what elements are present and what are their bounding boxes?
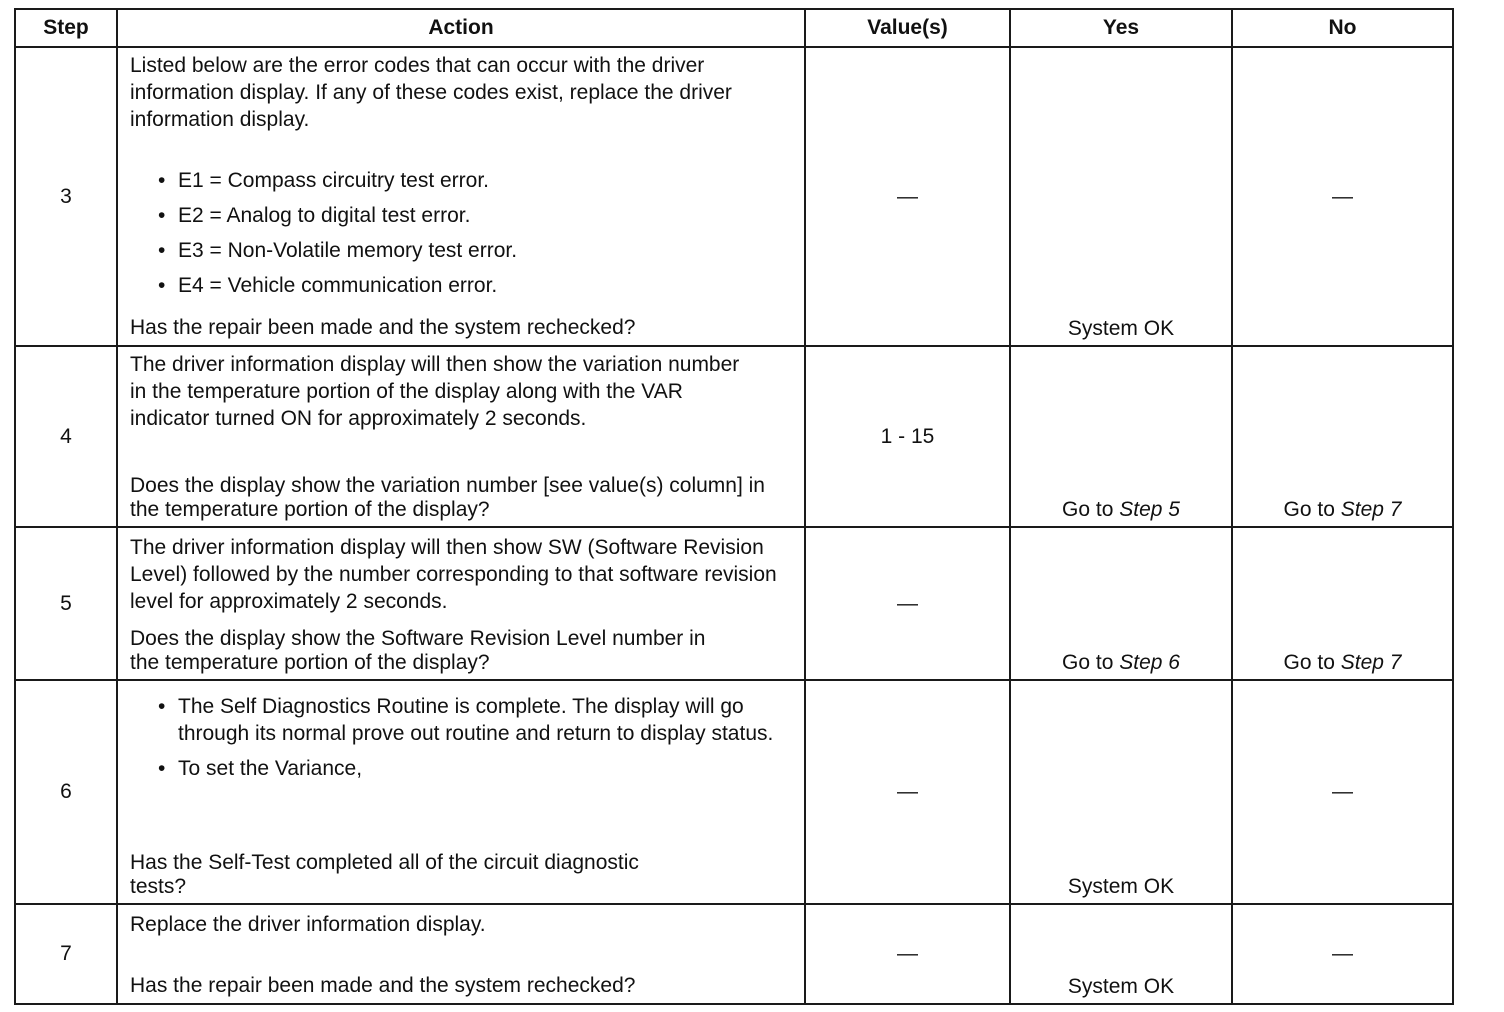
step-link[interactable]: Step 7: [1340, 498, 1402, 521]
yes-cell: [1010, 346, 1232, 527]
go-to-label: Go to: [1062, 498, 1114, 521]
step-number: 3: [15, 47, 117, 346]
go-to-label: Go to: [1283, 651, 1335, 674]
header-action: Action: [117, 9, 805, 47]
yes-result: [1011, 498, 1231, 522]
table-row-step-5: [15, 527, 1453, 680]
no-result: [1233, 651, 1452, 675]
table-row-step-4: [15, 346, 1453, 527]
step-number: 5: [15, 527, 117, 680]
value-cell: —: [805, 904, 1010, 1004]
yes-result: System OK: [1067, 975, 1175, 998]
table-row-step-7: [15, 904, 1453, 1004]
no-result: [1233, 498, 1452, 522]
yes-result: [1011, 651, 1231, 675]
list-item: • E1 = Compass circuitry test error.: [156, 167, 798, 194]
no-cell: [1232, 47, 1453, 346]
step-link[interactable]: Step 5: [1119, 498, 1180, 521]
action-cell: [117, 527, 805, 680]
step-link[interactable]: Step 7: [1340, 651, 1402, 674]
no-cell: [1232, 904, 1453, 1004]
header-step: Step: [15, 9, 117, 47]
action-cell: [117, 47, 805, 346]
header-no: No: [1232, 9, 1453, 47]
header-values: Value(s): [805, 9, 1010, 47]
header-yes: Yes: [1010, 9, 1232, 47]
value-cell: —: [805, 47, 1010, 346]
value-cell: 1 - 15: [805, 346, 1010, 527]
action-question: Has the repair been made and the system rechecked?: [130, 974, 636, 997]
list-item: • E4 = Vehicle communication error.: [156, 272, 798, 299]
table-row-step-6: [15, 680, 1453, 904]
value-cell: —: [805, 680, 1010, 904]
yes-cell: [1010, 527, 1232, 680]
step-number: 4: [15, 346, 117, 527]
no-cell: [1232, 346, 1453, 527]
no-cell: [1232, 527, 1453, 680]
yes-cell: [1010, 680, 1232, 904]
action-question: Has the Self-Test completed all of the circuit diagnostic tests?: [130, 851, 639, 898]
action-cell: [117, 680, 805, 904]
list-item: • E2 = Analog to digital test error.: [156, 202, 798, 229]
header-row: [15, 9, 1453, 47]
step-number: 6: [15, 680, 117, 904]
yes-cell: [1010, 904, 1232, 1004]
value-cell: —: [805, 527, 1010, 680]
list-item: • The Self Diagnostics Routine is complete. The display will go through its normal prove out routine and return to display status.: [156, 693, 798, 747]
step-number: 7: [15, 904, 117, 1004]
step-link[interactable]: Step 6: [1119, 651, 1180, 674]
no-result: —: [1332, 184, 1353, 208]
action-intro: The driver information display will then show SW (Software Revision Level) followed by the number corresponding to that software revision level for approximately 2 seconds.: [130, 536, 777, 613]
action-intro: Replace the driver information display.: [130, 913, 486, 936]
action-question: Does the display show the Software Revision Level number in the temperature portion of the display?: [130, 627, 706, 674]
go-to-label: Go to: [1283, 498, 1335, 521]
error-code-list: [130, 167, 798, 299]
list-item: • E3 = Non-Volatile memory test error.: [156, 237, 798, 264]
action-intro: Listed below are the error codes that can occur with the driver information display. If any of these codes exist, replace the driver information display.: [130, 54, 732, 131]
go-to-label: Go to: [1062, 651, 1114, 674]
yes-result: System OK: [1067, 317, 1175, 340]
action-question: Does the display show the variation number [see value(s) column] in the temperature portion of the display?: [130, 474, 765, 521]
table-row-step-3: [15, 47, 1453, 346]
no-result: —: [1332, 942, 1353, 965]
self-test-list: [130, 693, 798, 782]
yes-cell: [1010, 47, 1232, 346]
action-intro: The driver information display will then show the variation number in the temperature portion of the display along with the VAR indicator turned ON for approximately 2 seconds.: [130, 353, 740, 430]
no-result: —: [1332, 780, 1353, 803]
list-item: • To set the Variance,: [156, 755, 798, 782]
no-cell: [1232, 680, 1453, 904]
action-cell: [117, 904, 805, 1004]
yes-result: System OK: [1067, 875, 1175, 898]
diagnostic-table: [14, 8, 1454, 1005]
action-question: Has the repair been made and the system rechecked?: [130, 316, 636, 339]
action-cell: [117, 346, 805, 527]
